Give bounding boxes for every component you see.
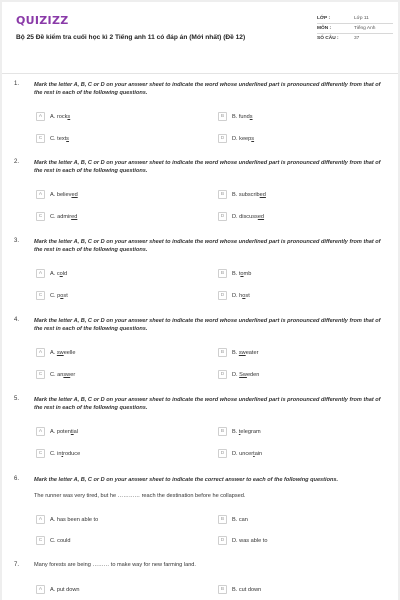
option-text: D. keeps: [232, 135, 255, 142]
question-number: 4.: [14, 317, 20, 323]
option-d[interactable]: [218, 448, 262, 459]
meta-row-count: [317, 34, 393, 44]
option-letter-box: A: [36, 190, 45, 199]
meta-row-subject: [317, 24, 393, 34]
option-letter-box: B: [218, 515, 227, 524]
question-sentence: Many forests are being ……… to make way for new farming land.: [34, 562, 196, 568]
option-text: C. could: [50, 537, 71, 544]
option-text: A. put down: [50, 586, 80, 593]
question-prompt: Mark the letter A, B, C or D on your answer sheet to indicate the word whose underlined part is pronounced differently from that of the rest in each of the following questions.: [34, 239, 381, 254]
option-text: D. uncertain: [232, 450, 263, 457]
option-letter-box: D: [218, 449, 227, 458]
option-text: B. sweater: [232, 349, 259, 356]
option-text: A. believed: [50, 191, 78, 198]
question-number: 5.: [14, 396, 20, 402]
option-letter-box: C: [36, 212, 45, 221]
question-number: 7.: [14, 562, 20, 568]
option-text: B. cut down: [232, 586, 262, 593]
header-divider: [2, 73, 398, 74]
option-letter-box: A: [36, 585, 45, 594]
option-a[interactable]: [36, 268, 67, 279]
question-number: 2.: [14, 159, 20, 165]
option-d[interactable]: [218, 535, 267, 546]
option-text: B. tomb: [232, 270, 252, 277]
option-letter-box: C: [36, 134, 45, 143]
page-title: Bộ 25 Đề kiểm tra cuối học kì 2 Tiếng anh 11 có đáp án (Mới nhất) (Đề 12): [16, 34, 246, 41]
option-letter-box: A: [36, 515, 45, 524]
option-letter-box: C: [36, 370, 45, 379]
option-text: B. subscribed: [232, 191, 266, 198]
meta-table: [317, 14, 393, 44]
option-c[interactable]: [36, 448, 80, 459]
option-letter-box: B: [218, 112, 227, 121]
option-c[interactable]: [36, 369, 75, 380]
question-prompt: Mark the letter A, B, C or D on your answer sheet to indicate the word whose underlined part is pronounced differently from that of the rest in each of the following questions.: [34, 318, 381, 333]
option-text: B. telegram: [232, 428, 261, 435]
question-number: 3.: [14, 238, 20, 244]
option-a[interactable]: [36, 111, 70, 122]
option-letter-box: B: [218, 427, 227, 436]
option-text: B. can: [232, 516, 248, 523]
option-text: C. texts: [50, 135, 69, 142]
question-prompt: Mark the letter A, B, C or D on your answer sheet to indicate the correct answer to each of the following questions.: [34, 477, 339, 483]
option-d[interactable]: [218, 290, 250, 301]
option-text: A. rocks: [50, 113, 71, 120]
question-sentence: The runner was very tired, but he ………… reach the destination before he collapsed.: [34, 493, 246, 499]
option-b[interactable]: [218, 189, 266, 200]
option-letter-box: C: [36, 449, 45, 458]
option-b[interactable]: [218, 268, 251, 279]
option-letter-box: A: [36, 269, 45, 278]
option-c[interactable]: [36, 535, 71, 546]
option-text: C. answer: [50, 371, 76, 378]
option-text: D. was able to: [232, 537, 268, 544]
option-a[interactable]: [36, 514, 98, 525]
option-a[interactable]: [36, 347, 76, 358]
meta-label: LỚP :: [317, 16, 331, 21]
meta-value: Tiếng Anh: [354, 26, 376, 31]
worksheet-page: [2, 2, 398, 600]
question-prompt: Mark the letter A, B, C or D on your answer sheet to indicate the word whose underlined part is pronounced differently from that of the rest in each of the following questions.: [34, 160, 381, 175]
option-letter-box: A: [36, 348, 45, 357]
question-prompt: Mark the letter A, B, C or D on your answer sheet to indicate the word whose underlined part is pronounced differently from that of the rest in each of the following questions.: [34, 397, 381, 412]
question-number: 6.: [14, 476, 20, 482]
meta-label: SỐ CÂU :: [317, 36, 339, 41]
option-text: C. admired: [50, 213, 78, 220]
option-letter-box: B: [218, 269, 227, 278]
option-letter-box: C: [36, 291, 45, 300]
option-b[interactable]: [218, 111, 253, 122]
option-text: D. discussed: [232, 213, 265, 220]
option-c[interactable]: [36, 211, 77, 222]
meta-row-grade: [317, 14, 393, 24]
option-text: D. host: [232, 292, 250, 299]
question-number: 1.: [14, 81, 20, 87]
meta-value: 37: [354, 36, 360, 41]
option-letter-box: D: [218, 291, 227, 300]
option-a[interactable]: [36, 189, 78, 200]
option-letter-box: A: [36, 112, 45, 121]
option-letter-box: B: [218, 585, 227, 594]
option-b[interactable]: [218, 584, 261, 595]
option-letter-box: A: [36, 427, 45, 436]
option-text: A. has been able to: [50, 516, 99, 523]
option-d[interactable]: [218, 133, 254, 144]
question-prompt: Mark the letter A, B, C or D on your answer sheet to indicate the word whose underlined part is pronounced differently from that of the rest in each of the following questions.: [34, 82, 381, 97]
option-letter-box: B: [218, 190, 227, 199]
option-d[interactable]: [218, 211, 264, 222]
option-b[interactable]: [218, 347, 258, 358]
option-text: B. funds: [232, 113, 253, 120]
option-text: A. cold: [50, 270, 68, 277]
option-letter-box: D: [218, 212, 227, 221]
option-letter-box: D: [218, 536, 227, 545]
option-c[interactable]: [36, 133, 69, 144]
option-text: C. post: [50, 292, 68, 299]
option-text: A. sweelle: [50, 349, 76, 356]
option-letter-box: D: [218, 134, 227, 143]
option-text: D. Sweden: [232, 371, 260, 378]
option-a[interactable]: [36, 426, 78, 437]
option-b[interactable]: [218, 426, 261, 437]
option-letter-box: D: [218, 370, 227, 379]
option-b[interactable]: [218, 514, 248, 525]
option-letter-box: C: [36, 536, 45, 545]
option-c[interactable]: [36, 290, 68, 301]
option-d[interactable]: [218, 369, 259, 380]
option-text: C. introduce: [50, 450, 81, 457]
option-text: A. potential: [50, 428, 78, 435]
option-a[interactable]: [36, 584, 80, 595]
meta-label: MÔN :: [317, 26, 332, 31]
option-letter-box: B: [218, 348, 227, 357]
quizizz-logo: QUIZIZZ: [16, 14, 69, 27]
meta-value: Lớp 11: [354, 16, 369, 21]
